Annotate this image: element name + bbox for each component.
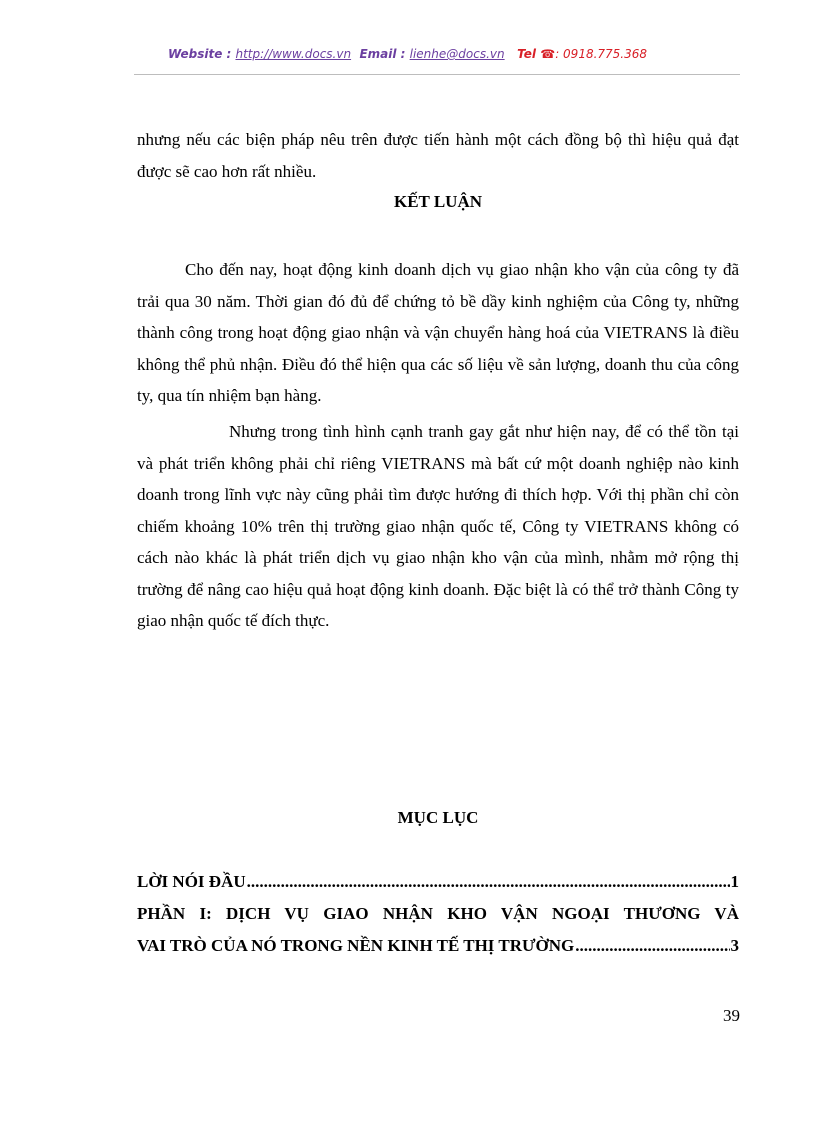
conclusion-title: KẾT LUẬN [393,192,482,211]
email-label: Email : [359,47,410,61]
toc-leader-dots [575,936,729,956]
toc-entry-text: LỜI NÓI ĐẦU [137,872,246,891]
tel-value: : 0918.775.368 [555,47,648,61]
conclusion-paragraph-1: Cho đến nay, hoạt động kinh doanh dịch vụ giao nhận kho vận của công ty đã trải qua 30 năm. Thời gian đó đủ để chứng tỏ bề dầy kinh nghiệm của Công ty, những thành công trong hoạt động giao nhận và vận chuyển hàng hoá của VIETRANS là điều không thể phủ nhận. Điều đó thể hiện qua các số liệu về sản lượng, doanh thu của công ty, qua tín nhiệm bạn hàng. [137,260,739,405]
page-number: 39 [723,1006,740,1025]
tel-label: Tel [517,47,541,61]
toc-entry-text: VAI TRÒ CỦA NÓ TRONG NỀN KINH TẾ THỊ TRƯỜNG [137,936,575,955]
conclusion-paragraph-2: Nhưng trong tình hình cạnh tranh gay gắt như hiện nay, để có thể tồn tại và phát triển không phải chỉ riêng VIETRANS mà bất cứ một doanh nghiệp nào kinh doanh trong lĩnh vực này cũng phải tìm được hướng đi thích hợp. Với thị phần chỉ còn chiếm khoảng 10% trên thị trường giao nhận quốc tế, Công ty VIETRANS không có cách nào khác là phát triển dịch vụ giao nhận kho vận của mình, nhằm mở rộng thị trường để nâng cao hiệu quả hoạt động kinh doanh. Đặc biệt là có thể trở thành Công ty giao nhận quốc tế đích thực. [137,422,739,630]
toc-leader-dots [247,872,730,892]
page-header [168,47,728,61]
website-label: Website : [168,47,236,61]
header-divider [134,74,740,75]
toc-entry-page: 1 [730,872,739,891]
toc-entry-foreword[interactable] [137,872,739,892]
toc-entry-page: 3 [730,936,739,955]
telephone-icon: ☎ [540,47,556,61]
continuation-paragraph: nhưng nếu các biện pháp nêu trên được tiến hành một cách đồng bộ thì hiệu quả đạt được sẽ cao hơn rất nhiều. [137,130,739,181]
toc-title: MỤC LỤC [397,808,479,827]
toc-entry-part1-line1[interactable]: PHẦN I: DỊCH VỤ GIAO NHẬN KHO VẬN NGOẠI THƯƠNG VÀ [137,904,739,923]
website-link[interactable]: http://www.docs.vn [235,47,352,61]
toc-entry-part1[interactable] [137,936,739,956]
email-link[interactable]: lienhe@docs.vn [409,47,505,61]
